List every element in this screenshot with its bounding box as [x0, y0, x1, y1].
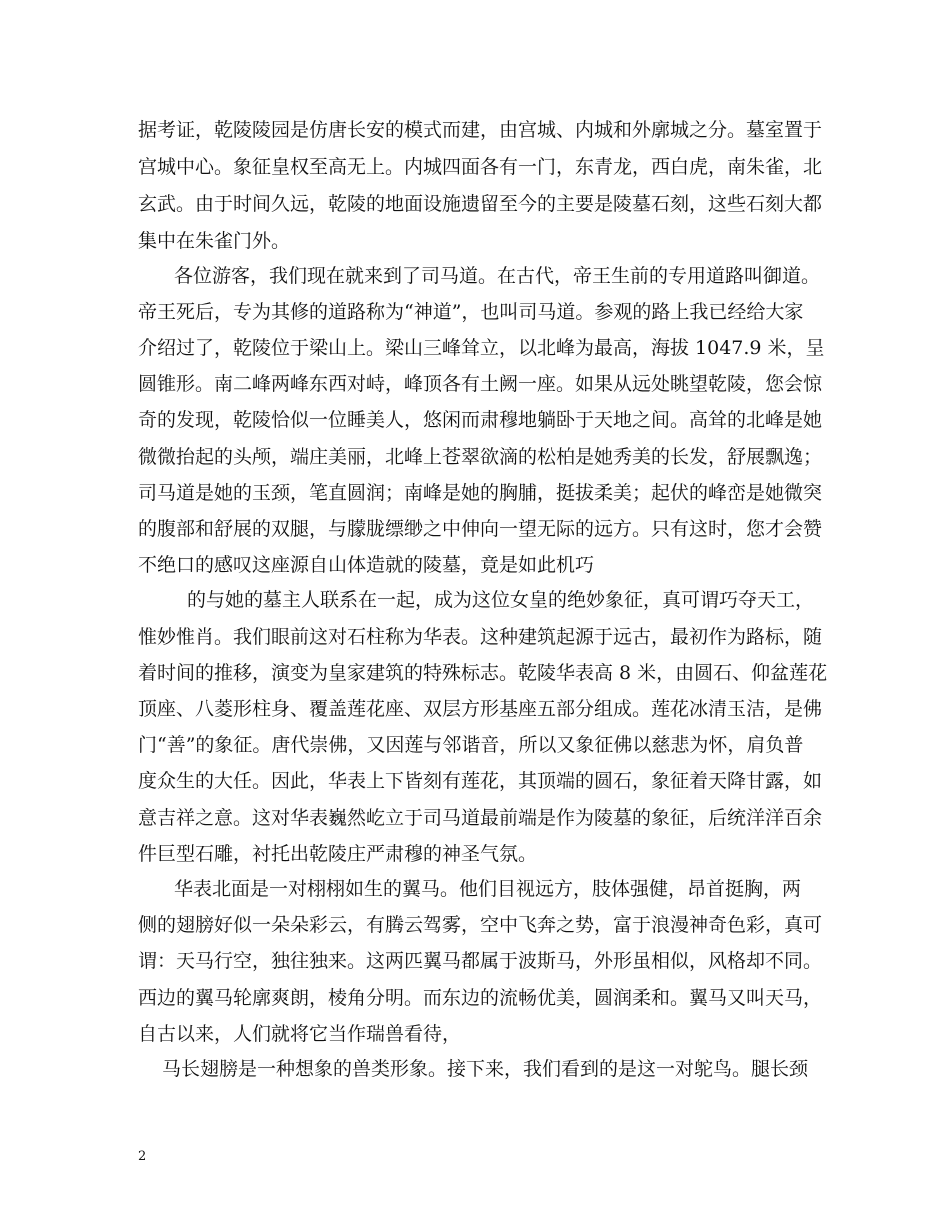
text-line: 自古以来，人们就将它当作瑞兽看待，	[138, 1023, 462, 1045]
paragraph-start-line: 的与她的墓主人联系在一起，成为这位女皇的绝妙象征，真可谓巧夺天工，	[187, 589, 815, 611]
text-line: 介绍过了，乾陵位于梁山上。梁山三峰耸立，以北峰为最高，海拔 1047.9 米，呈	[138, 337, 825, 359]
text-line: 惟妙惟肖。我们眼前这对石柱称为华表。这种建筑起源于远古，最初作为路标，随	[138, 626, 823, 648]
text-line: 奇的发现，乾陵恰似一位睡美人，悠闲而肃穆地躺卧于天地之间。高耸的北峰是她	[138, 409, 823, 431]
page-number: 2	[138, 1149, 147, 1164]
text-line: 据考证，乾陵陵园是仿唐长安的模式而建，由宫城、内城和外廓城之分。墓室置于	[138, 119, 823, 141]
text-line: 司马道是她的玉颈，笔直圆润；南峰是她的胸脯，挺拔柔美；起伏的峰峦是她微突	[138, 482, 823, 504]
text-line: 门“善”的象征。唐代崇佛，又因莲与邻谐音，所以又象征佛以慈悲为怀，肩负普	[138, 734, 804, 756]
text-line: 宫城中心。象征皇权至高无上。内城四面各有一门，东青龙，西白虎，南朱雀，北	[138, 156, 823, 178]
text-line: 着时间的推移，演变为皇家建筑的特殊标志。乾陵华表高 8 米，由圆石、仰盆莲花	[138, 662, 828, 684]
text-line: 件巨型石雕，衬托出乾陵庄严肃穆的神圣气氛。	[138, 843, 538, 865]
paragraph-start-line: 各位游客，我们现在就来到了司马道。在古代，帝王生前的专用道路叫御道。	[174, 265, 821, 287]
text-line: 顶座、八菱形柱身、覆盖莲花座、双层方形基座五部分组成。莲花冰清玉洁，是佛	[138, 698, 823, 720]
text-line: 的腹部和舒展的双腿，与朦胧缥缈之中伸向一望无际的远方。只有这时，您才会赞	[138, 518, 823, 540]
text-line: 西边的翼马轮廓爽朗，棱角分明。而东边的流畅优美，圆润柔和。翼马又叫天马，	[138, 987, 823, 1009]
text-line: 微微抬起的头颅，端庄美丽，北峰上苍翠欲滴的松柏是她秀美的长发，舒展飘逸；	[138, 446, 823, 468]
text-line: 圆锥形。南二峰两峰东西对峙，峰顶各有土阙一座。如果从远处眺望乾陵，您会惊	[138, 373, 823, 395]
text-line: 谓：天马行空，独往独来。这两匹翼马都属于波斯马，外形虽相似，风格却不同。	[138, 950, 823, 972]
text-line: 帝王死后，专为其修的道路称为“神道”，也叫司马道。参观的路上我已经给大家	[138, 301, 804, 323]
text-line: 侧的翅膀好似一朵朵彩云，有腾云驾雾，空中飞奔之势，富于浪漫神奇色彩，真可	[138, 914, 823, 936]
paragraph-start-line: 马长翅膀是一种想象的兽类形象。接下来，我们看到的是这一对鸵鸟。腿长颈	[162, 1058, 809, 1080]
text-line: 集中在朱雀门外。	[138, 230, 291, 252]
paragraph-start-line: 华表北面是一对栩栩如生的翼马。他们目视远方，肢体强健，昂首挺胸，两	[174, 878, 802, 900]
text-line: 意吉祥之意。这对华表巍然屹立于司马道最前端是作为陵墓的象征，后统洋洋百余	[138, 807, 823, 829]
text-line: 度众生的大任。因此，华表上下皆刻有莲花，其顶端的圆石，象征着天降甘露，如	[138, 770, 823, 792]
text-line: 玄武。由于时间久远，乾陵的地面设施遗留至今的主要是陵墓石刻，这些石刻大都	[138, 193, 823, 215]
text-line: 不绝口的感叹这座源自山体造就的陵墓，竟是如此机巧	[138, 554, 595, 576]
